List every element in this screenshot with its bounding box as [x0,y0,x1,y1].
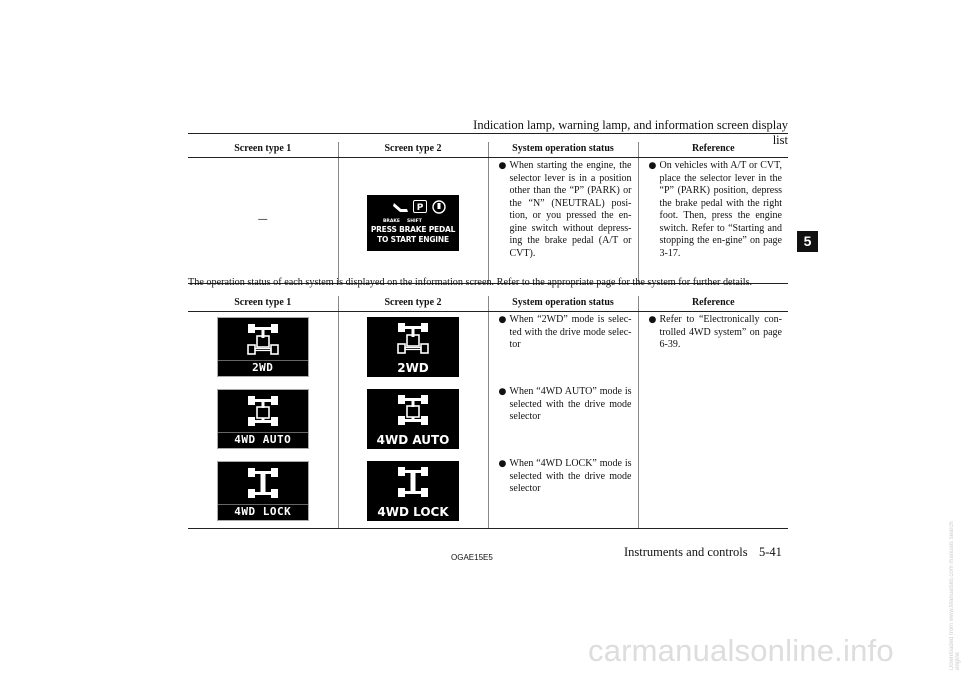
table-header-row [188,296,788,312]
display-table-1 [188,142,788,284]
lcd-screen [217,461,309,521]
screen-type-1-cell [188,456,338,529]
table-row [188,312,788,385]
display-table-2 [188,296,788,529]
col-header-reference: Reference [638,142,788,158]
col-header-status: System operation status [488,142,638,158]
drivetrain-4wd-auto-icon [394,394,432,430]
svg-text:P: P [416,203,424,213]
table-row [188,158,788,284]
bullet-icon: ● [648,161,657,171]
screen-type-1-cell [188,158,338,284]
status-cell [488,384,638,456]
color-screen [367,317,459,377]
bullet-icon: ● [498,459,507,469]
message-line-2: TO START ENGINE [377,235,449,244]
reference-text: Refer to “Electronically con-trolled 4WD system” on page 6-39. [659,314,782,350]
reference-cell [638,158,788,284]
drivetrain-4wd-lock-icon [244,467,282,503]
footer-section-title: Instruments and controls [624,545,748,559]
bullet-icon: ● [498,161,507,171]
header-rule [188,133,788,134]
section-tab[interactable]: 5 [797,231,818,252]
col-header-screen-type-1: Screen type 1 [188,296,338,312]
status-cell [488,158,638,284]
drivetrain-4wd-lock-icon [394,466,432,502]
reference-text: On vehicles with A/T or CVT, place the selector lever in the “P” (PARK) position, depress the brake pedal with the right foot. Then, press the engine switch. Refer to “Starting and stopping the en-gine” on page 3-17. [659,160,782,259]
mode-label: 4WD LOCK [377,504,449,519]
drivetrain-2wd-icon [394,322,432,358]
status-text: When “2WD” mode is selec-ted with the drive mode selec-tor [509,314,632,350]
empty-dash: — [257,214,268,225]
table-header-row [188,142,788,158]
col-header-screen-type-2: Screen type 2 [338,142,488,158]
screen-type-1-cell [188,384,338,456]
bullet-icon: ● [498,387,507,397]
shift-label: SHIFT [407,219,422,224]
col-header-screen-type-1: Screen type 1 [188,142,338,158]
intro-paragraph: The operation status of each system is displayed on the information screen. Refer to the appropriate page for the system for further details. [188,277,753,288]
bullet-icon: ● [648,315,657,325]
side-watermark: Downloaded from www.Manualslib.com manuals search engine [949,521,961,670]
mode-label: 4WD AUTO [218,432,308,447]
running-header: Indication lamp, warning lamp, and information screen display list [473,118,788,147]
brake-label: BRAKE [383,219,400,224]
col-header-screen-type-2: Screen type 2 [338,296,488,312]
message-line-1: PRESS BRAKE PEDAL [370,225,456,234]
reference-cell [638,312,788,529]
status-text: When “4WD AUTO” mode is selected with the drive mode selector [509,386,632,422]
status-text: When “4WD LOCK” mode is selected with the drive mode selector [509,458,632,494]
screen-type-2-cell [338,384,488,456]
watermark: carmanualsonline.info [588,633,894,668]
engine-switch-icon [432,200,446,214]
document-code: OGAE15E5 [451,553,493,562]
screen-type-1-cell [188,312,338,385]
status-cell [488,456,638,529]
screen-type-2-cell [338,158,488,284]
lcd-screen [217,317,309,377]
color-screen [367,461,459,521]
shift-p-icon [413,200,427,213]
bullet-icon: ● [498,315,507,325]
screen-type-2-cell [338,312,488,385]
brake-foot-icon [392,201,410,215]
screen-type-2-cell [338,456,488,529]
mode-label: 2WD [397,360,429,375]
status-text: When starting the engine, the selector lever is in a position other than the “P” (PARK) or the “N” (NEUTRAL) posi-tion, or you pressed the en-gine switch without depress-ing the brake pedal (A/T or CVT). [509,160,632,259]
brake-message-screen [367,195,459,251]
col-header-reference: Reference [638,296,788,312]
mode-label: 2WD [218,360,308,375]
drivetrain-2wd-icon [244,323,282,359]
mode-label: 4WD LOCK [218,504,308,519]
col-header-status: System operation status [488,296,638,312]
status-cell [488,312,638,385]
lcd-screen [217,389,309,449]
mode-label: 4WD AUTO [376,432,450,447]
color-screen [367,389,459,449]
drivetrain-4wd-auto-icon [244,395,282,431]
page-number: 5-41 [759,545,782,559]
